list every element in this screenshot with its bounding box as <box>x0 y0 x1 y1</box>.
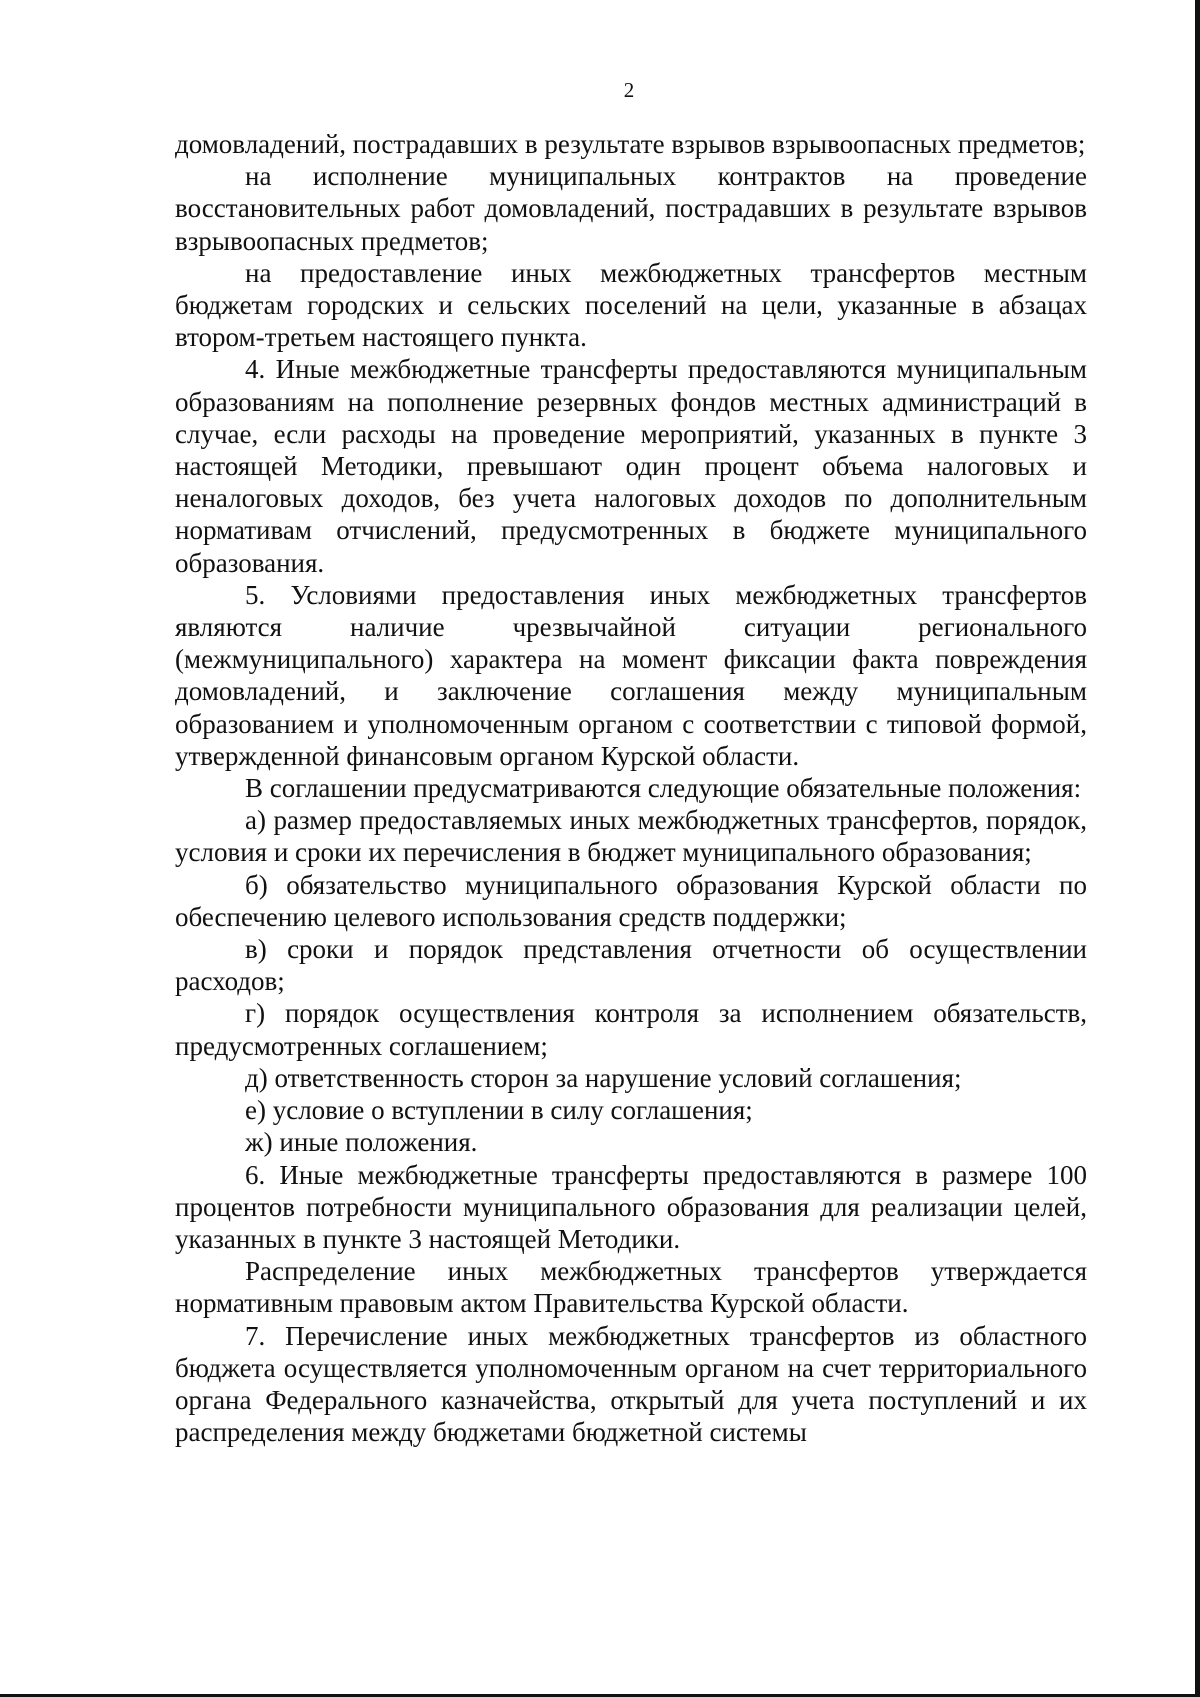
list-item-b: б) обязательство муниципального образования Курской области по обеспечению целевого использования средств поддержки; <box>175 869 1087 932</box>
paragraph-item-6: 6. Иные межбюджетные трансферты предоставляются в размере 100 процентов потребности муниципального образования для реализации целей, указанных в пункте 3 настоящей Методики. <box>175 1159 1087 1254</box>
page-number: 2 <box>623 78 635 102</box>
list-item-zh: ж) иные положения. <box>245 1127 478 1158</box>
list-item-d: д) ответственность сторон за нарушение условий соглашения; <box>245 1062 962 1093</box>
paragraph-item-5: 5. Условиями предоставления иных межбюджетных трансфертов являются наличие чрезвычайной ситуации регионального (межмуниципального) характера на момент фиксации факта повреждения домовладений, и заключение соглашения между муниципальным образованием и уполномоченным органом с соответствии с типовой формой, утвержденной финансовым органом Курской области. <box>175 579 1087 771</box>
paragraph-contracts: на исполнение муниципальных контрактов на проведение восстановительных работ домовладений, пострадавших в результате взрывов взрывоопасных предметов; <box>175 161 1087 256</box>
paragraph-continuation: домовладений, пострадавших в результате взрывов взрывоопасных предметов; <box>175 129 1086 159</box>
document-body <box>175 128 1087 1448</box>
paragraph-distribution: Распределение иных межбюджетных трансфертов утверждается нормативным правовым актом Правительства Курской области. <box>175 1256 1087 1319</box>
list-item-e: е) условие о вступлении в силу соглашения; <box>245 1095 753 1126</box>
paragraph-transfers-settlements: на предоставление иных межбюджетных трансфертов местным бюджетам городских и сельских поселений на цели, указанные в абзацах втором-третьем настоящего пункта. <box>175 257 1087 353</box>
list-item-a: а) размер предоставляемых иных межбюджетных трансфертов, порядок, условия и сроки их перечисления в бюджет муниципального образования; <box>175 805 1087 868</box>
list-item-g: г) порядок осуществления контроля за исполнением обязательств, предусмотренных соглашением; <box>175 998 1087 1061</box>
scan-edge-right <box>1195 0 1200 1697</box>
paragraph-item-7: 7. Перечисление иных межбюджетных трансфертов из областного бюджета осуществляется уполномоченным органом на счет территориального органа Федерального казначейства, открытый для учета поступлений и их распределения между бюджетами бюджетной системы <box>175 1320 1087 1448</box>
paragraph-item-4: 4. Иные межбюджетные трансферты предоставляются муниципальным образованиям на пополнение резервных фондов местных администраций в случае, если расходы на проведение мероприятий, указанных в пункте 3 настоящей Методики, превышают один процент объема налоговых и неналоговых доходов, без учета налоговых доходов по дополнительным нормативам отчислений, предусмотренных в бюджете муниципального образования. <box>175 354 1087 578</box>
paragraph-agreement-provisions: В соглашении предусматриваются следующие обязательные положения: <box>245 773 1082 804</box>
list-item-v: в) сроки и порядок представления отчетности об осуществлении расходов; <box>175 934 1087 997</box>
